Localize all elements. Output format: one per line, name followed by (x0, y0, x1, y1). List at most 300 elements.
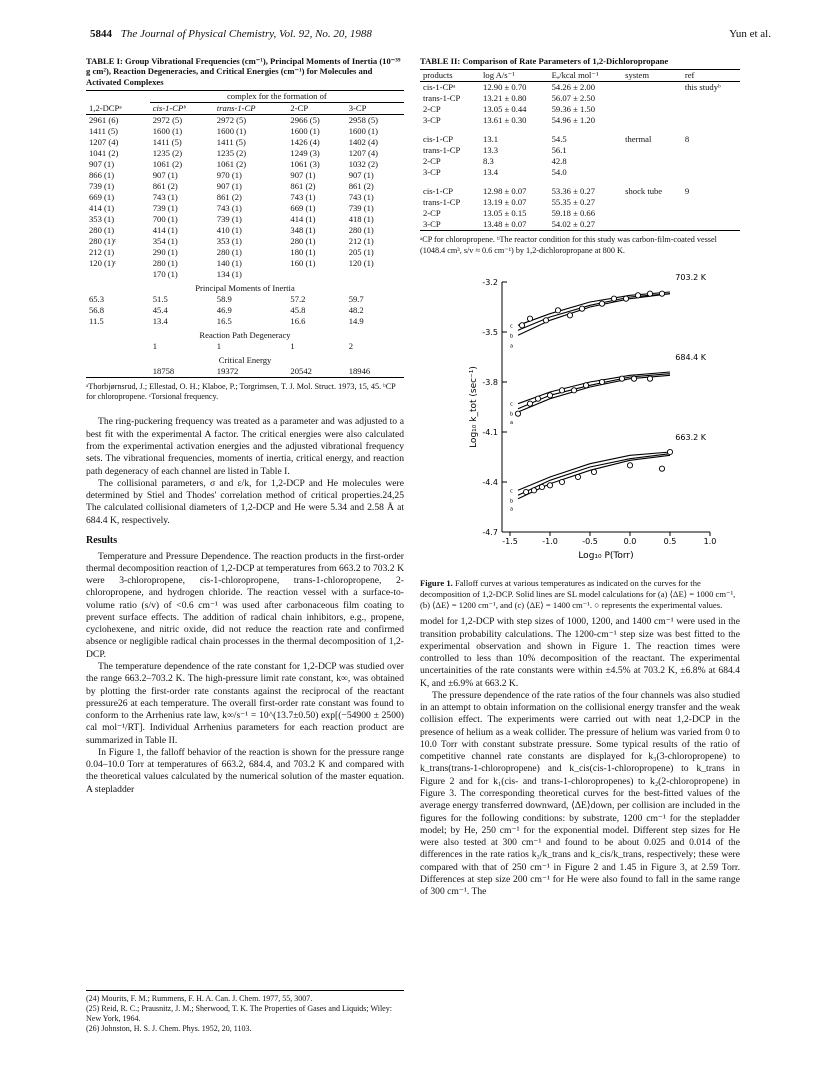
table-cell: 1061 (2) (216, 158, 247, 169)
experimental-point (627, 463, 632, 468)
table-cell: 13.1 (483, 134, 499, 145)
paragraph: model for 1,2-DCP with step sizes of 1000, 1200, and 1400 cm⁻¹ were used in the transition probability calculations. The 1200-cm⁻¹ step size was best fitted to the experimental observation and shown in Figure 1. The reaction times were controlled to less than 10% decomposition of the reactant. The experimental uncertainities of the rate constants were within ±4.5% at 703.2 K, ±6.8% at 684.4 K, and ±6.9% at 663.2 K. (420, 616, 740, 689)
table1-row (86, 214, 404, 225)
running-authors: Yun et al. (729, 28, 771, 40)
table1-row (86, 366, 404, 378)
table-cell (682, 93, 740, 104)
table-cell: 2961 (6) (89, 114, 119, 125)
experimental-point (515, 411, 520, 416)
experimental-point (547, 483, 552, 488)
table2-row (420, 197, 740, 208)
table-cell: cis-1-CPᵃ (423, 82, 456, 93)
table-cell: 54.26 ± 2.00 (551, 82, 596, 93)
table-cell: 861 (2) (348, 180, 374, 191)
table-cell: 54.5 (551, 134, 567, 145)
table-cell: 861 (2) (152, 180, 178, 191)
table-cell: 907 (1) (348, 169, 374, 180)
table-cell: 1600 (1) (290, 125, 320, 136)
x-tick-label: -1.5 (502, 536, 518, 546)
table1-frequency-rows (86, 114, 404, 280)
figure1-caption-text: Falloff curves at various temperatures as indicated on the curves for the decomposition of 1,2-DCP. Solid lines are SL model calculations for (a) ⟨ΔE⟩ = 1000 cm⁻¹, (b) ⟨ΔE⟩ = 1200 cm⁻¹, and (c) ⟨ΔE⟩ = 1400 cm⁻¹. ○ represents the experimental values. (420, 578, 736, 610)
y-tick-label: -3.8 (482, 377, 498, 387)
table-cell: trans-1-CP (423, 145, 461, 156)
table-cell: 58.9 (216, 293, 232, 304)
experimental-point (535, 396, 540, 401)
y-tick-label: -4.4 (482, 477, 498, 487)
table1-row (86, 341, 404, 352)
table-cell: 20542 (287, 366, 345, 378)
x-tick-label: 1.0 (703, 536, 717, 546)
x-tick-label: 0.0 (623, 536, 637, 546)
table-cell (622, 156, 682, 167)
page-number: 5844 (90, 28, 112, 40)
table-cell: 1032 (2) (348, 158, 379, 169)
table-cell: 700 (1) (152, 213, 178, 224)
table-cell: 669 (1) (89, 191, 115, 202)
reference-item: (25) Reid, R. C.; Prausnitz, J. M.; Sherwood, T. K. The Properties of Gases and Liquids; Wiley: New York, 1964. (86, 1004, 392, 1023)
table1-caption: TABLE I: Group Vibrational Frequencies (cm⁻¹), Principal Moments of Inertia (10⁻³⁹ g cm²), Reaction Degeneracies, and Critical Energies (cm⁻¹) for Molecules and Activated Complexes (86, 56, 401, 87)
table2-row (420, 115, 740, 126)
table2-col-header: system (622, 70, 682, 82)
x-tick-label: -1.0 (542, 536, 558, 546)
curve-letter-label: c (510, 323, 513, 330)
table-cell: 739 (1) (152, 202, 178, 213)
table-cell: 280 (1) (216, 246, 242, 257)
curve-letter-label: c (510, 488, 513, 495)
table-cell: 1061 (3) (290, 158, 320, 169)
figure1-caption (420, 578, 740, 610)
table1-row (86, 181, 404, 192)
figure1-chart (420, 270, 740, 570)
experimental-point (559, 479, 564, 484)
table-cell: 1249 (3) (290, 147, 320, 158)
table1-footnote: ᵃThorbjørnsrud, J.; Ellestad, O. H.; Klaboe, P.; Torgrimsen, T. J. Mol. Struct. 1973, 15, 45. ᵇCP for chloropropene. ᶜTorsional frequency. (86, 381, 396, 402)
table-cell: 3-CP (420, 219, 480, 231)
table1-inertia-rows (86, 294, 404, 327)
figure1 (420, 270, 740, 574)
table-cell: 56.8 (89, 304, 105, 315)
table-cell: 1061 (2) (152, 158, 183, 169)
table-cell: 1207 (4) (89, 136, 119, 147)
table-cell: 354 (1) (152, 235, 178, 246)
table-cell: 1235 (2) (152, 147, 183, 158)
table1-row (86, 305, 404, 316)
table1-row (86, 236, 404, 247)
table-cell: 13.48 ± 0.07 (480, 219, 549, 231)
table-cell (622, 167, 682, 178)
table-cell: 65.3 (89, 293, 105, 304)
table-cell: 739 (1) (216, 213, 242, 224)
table-cell: 353 (1) (89, 213, 115, 224)
table1-row (86, 137, 404, 148)
table-cell: 19372 (214, 366, 288, 378)
table-cell: trans-1-CP (423, 197, 461, 208)
experimental-point (659, 291, 664, 296)
table-cell: this studyᵇ (684, 82, 721, 93)
table-cell: 348 (1) (290, 224, 316, 235)
table-cell: 739 (1) (89, 180, 115, 191)
paragraph: Temperature and Pressure Dependence. The reaction products in the first-order thermal decomposition reaction of 1,2-DCP at temperatures from 663.2 to 703.2 K were 3-chloropropene, cis-1-chloropropene, trans-1-chloropropene, 2-chloropropene, and hydrogen chloride. The reaction vessel with a surface-to-volume ratio (s/v) of <0.6 cm⁻¹ was used after carbonaceous film coating to prevent surface effects. The addition of radical chain inhibitors, e.g., propene, cyclohexene, and nitric oxide, did not reduce the reaction rate and confirmed absence or negligible radical chain processes in the thermal decomposition of 1,2-DCP. (86, 550, 404, 660)
experimental-point (527, 401, 532, 406)
table-cell (622, 219, 682, 231)
table-cell (682, 197, 740, 208)
table-cell: 54.0 (551, 167, 567, 178)
table2-body (420, 82, 740, 231)
table-cell: 1207 (4) (348, 147, 379, 158)
table-cell: 13.4 (152, 315, 168, 326)
experimental-point (647, 291, 652, 296)
table-cell: 57.2 (290, 293, 306, 304)
table1-row (86, 126, 404, 137)
table2-row (420, 82, 740, 94)
right-column (420, 56, 740, 898)
table-cell: 12.98 ± 0.07 (483, 186, 527, 197)
table-cell: 418 (1) (348, 213, 374, 224)
table-cell: 160 (1) (290, 257, 316, 268)
experimental-point (631, 376, 636, 381)
table-cell: 866 (1) (89, 169, 115, 180)
table-cell (86, 366, 150, 378)
table-cell (622, 82, 682, 94)
table-cell: 55.35 ± 0.27 (551, 197, 596, 208)
table-cell: 907 (1) (89, 158, 115, 169)
table-cell: 120 (1) (348, 257, 374, 268)
table-cell: 280 (1) (152, 257, 178, 268)
table-cell: 13.21 ± 0.80 (483, 93, 527, 104)
table-cell: 18946 (346, 366, 404, 378)
table-cell: 16.5 (216, 315, 232, 326)
table-cell: 11.5 (89, 315, 104, 326)
table-cell: 140 (1) (216, 257, 242, 268)
curve-letter-label: a (510, 506, 514, 513)
table-cell: 1411 (5) (152, 136, 182, 147)
table-cell: 13.05 ± 0.15 (483, 208, 527, 219)
table-cell: 45.8 (290, 304, 306, 315)
table-cell: 1426 (4) (290, 136, 320, 147)
table-cell (622, 104, 682, 115)
experimental-point (547, 393, 552, 398)
table-cell: 18758 (150, 366, 214, 378)
experimental-point (527, 316, 532, 321)
x-tick-label: -0.5 (582, 536, 598, 546)
table2-row (420, 156, 740, 167)
table-cell: 1600 (1) (152, 125, 183, 136)
experimental-point (619, 376, 624, 381)
experimental-point (571, 388, 576, 393)
table-cell (682, 167, 740, 178)
table1-row (86, 247, 404, 258)
table-cell: 1 (216, 340, 222, 351)
table-cell: 414 (1) (89, 202, 115, 213)
table-cell (622, 145, 682, 156)
falloff-curve-a (518, 455, 670, 498)
table-cell: 410 (1) (216, 224, 242, 235)
table1-row (86, 316, 404, 327)
experimental-point (635, 293, 640, 298)
table-cell (86, 341, 150, 352)
table-cell: 12.90 ± 0.70 (483, 82, 527, 93)
table-cell: 743 (1) (152, 191, 178, 202)
table2-col-header: products (420, 70, 480, 82)
experimental-point (599, 301, 604, 306)
table-cell: 14.9 (348, 315, 364, 326)
table2-row (420, 93, 740, 104)
table1-col-header: 3-CP (346, 102, 404, 114)
table2-col-header: ref (682, 70, 740, 82)
left-column (86, 56, 404, 796)
y-axis-label: Log₁₀ k_tot (sec⁻¹) (469, 365, 479, 448)
table1-col-header: trans-1-CP (214, 102, 288, 114)
table2-caption: TABLE II: Comparison of Rate Parameters of 1,2-Dichloropropane (420, 56, 669, 66)
table1-degeneracy-row (86, 341, 404, 352)
journal-citation: The Journal of Physical Chemistry, Vol. 92, No. 20, 1988 (120, 28, 372, 40)
table2 (420, 69, 740, 231)
temperature-label: 663.2 K (675, 432, 706, 442)
experimental-point (523, 489, 528, 494)
table-cell: 13.19 ± 0.07 (483, 197, 527, 208)
degeneracy-title: Reaction Path Degeneracy (199, 329, 291, 340)
curve-letter-label: a (510, 343, 514, 350)
table-cell (682, 145, 740, 156)
table-cell: 280 (1) (348, 224, 374, 235)
table-cell: 290 (1) (152, 246, 178, 257)
table-cell: 13.05 ± 0.44 (483, 104, 527, 115)
table2-row (420, 167, 740, 178)
table-cell: 907 (1) (290, 169, 316, 180)
table-cell (86, 269, 150, 280)
table-cell: 16.6 (290, 315, 306, 326)
table-cell: 1402 (4) (348, 136, 379, 147)
experimental-point (559, 388, 564, 393)
table1-row (86, 170, 404, 181)
table2-col-header: Eₐ/kcal mol⁻¹ (549, 70, 623, 82)
table1-row (86, 294, 404, 305)
table-cell: 861 (2) (216, 191, 242, 202)
curve-letter-label: c (510, 401, 513, 408)
table-cell: 353 (1) (216, 235, 242, 246)
experimental-point (539, 484, 544, 489)
table-cell: 48.2 (348, 304, 364, 315)
table-cell: 1600 (1) (348, 125, 379, 136)
experimental-point (647, 376, 652, 381)
table2-footnote: ᵃCP for chloropropene. ᵇThe reactor condition for this study was carbon-film-coated vessel (1048.4 cm³, s/v ≈ 0.6 cm⁻¹) by 1,2-dichloropropane at 800 K. (420, 235, 717, 255)
table-cell: shock tube (625, 186, 663, 197)
table1-col-header: 1,2-DCPᵃ (86, 102, 150, 114)
curve-letter-label: b (510, 333, 514, 340)
table-cell: 743 (1) (348, 191, 374, 202)
table-cell (682, 219, 740, 231)
x-axis-label: Log₁₀ P(Torr) (578, 550, 634, 561)
experimental-point (659, 466, 664, 471)
table-cell: 8.3 (483, 156, 494, 167)
table-cell: 1041 (2) (89, 147, 119, 158)
table1-col-header: cis-1-CPᵇ (150, 102, 214, 114)
table1-col-header: 2-CP (287, 102, 345, 114)
experimental-point (519, 323, 524, 328)
table-cell: 669 (1) (290, 202, 316, 213)
table-cell: 743 (1) (290, 191, 316, 202)
table1 (86, 90, 404, 378)
table1-row (86, 203, 404, 214)
table-cell: 59.7 (348, 293, 364, 304)
table1-span-header: complex for the formation of (150, 90, 404, 102)
table1-row (86, 192, 404, 203)
table-cell: 1 (152, 340, 158, 351)
table-cell: 414 (1) (152, 224, 178, 235)
table1-row (86, 269, 404, 280)
table2-row (420, 145, 740, 156)
table-cell: 1411 (5) (216, 136, 246, 147)
table1-row (86, 258, 404, 269)
table2-row (420, 104, 740, 115)
experimental-point (575, 474, 580, 479)
experimental-point (591, 469, 596, 474)
table-cell: 907 (1) (152, 169, 178, 180)
table2-row (420, 134, 740, 145)
table-cell: 1 (290, 340, 295, 351)
table-cell (622, 93, 682, 104)
temperature-label: 703.2 K (675, 272, 706, 282)
table-cell: 2966 (5) (290, 114, 320, 125)
table-cell: 56.07 ± 2.50 (551, 93, 596, 104)
table-cell (682, 208, 740, 219)
paragraph: The pressure dependence of the rate ratios of the four channels was also studied in an attempt to obtain information on the collisional energy transfer and the weak collision effect. The experiments were carried out with neat 1,2-DCP in the presence of helium as a weak collider. The pressure of helium was varied from 0 to 10.0 Torr with constant substrate pressure. Some typical results of the ratio of competitive channel rate constants are displayed for k₃(3-chloropropene) to k_trans(trans-1-chloropropene) and k_cis(cis-1-chloropropene) to k_trans in Figure 2 and for k₁(cis- and trans-1-chloropropenes) to k₂(2-chloropropene) in Figure 3. The corresponding theoretical curves for the best-fitted values of the average energy transferred downward, ⟨ΔE⟩down, per collision are included in the figures for the following conditions: by substrate, 1200 cm⁻¹ for the stepladder model; by He, 250 cm⁻¹ for the exponential model. Different step sizes for He were also tested at 300 cm⁻¹ and found to be about 0.025 and 0.014 of the differences in the rate ratios k₃/k_trans and k_cis/k_trans, respectively; these were compared with that of 250 cm⁻¹ in Figure 2 and 1.45 in Figure 3, at 2.59 Torr. Differences at step size 200 cm⁻¹ for He were also found to fall in the same range of 300 cm⁻¹. The (420, 689, 740, 898)
table-cell: 59.36 ± 1.50 (551, 104, 596, 115)
table1-row (86, 148, 404, 159)
results-heading: Results (86, 534, 118, 546)
table-cell: 2958 (5) (348, 114, 379, 125)
table-cell: 3-CP (423, 115, 441, 126)
table1-row (86, 114, 404, 126)
table-cell: 42.8 (551, 156, 567, 167)
table-cell: 861 (2) (290, 180, 316, 191)
paragraph: The ring-puckering frequency was treated as a parameter and was adjusted to a best fit with the experimental A factor. The critical energies were also calculated from the experimental activation energies and the adjusted vibrational frequency sets. The vibrational frequencies, moments of inertia, critical energy, and reaction path degeneracy of each channel are listed in Table I. (86, 416, 404, 477)
table-cell: 280 (1) (89, 224, 115, 235)
table-cell: 56.1 (551, 145, 567, 156)
energy-title: Critical Energy (218, 354, 272, 365)
table-cell (622, 197, 682, 208)
table-cell: 739 (1) (348, 202, 374, 213)
figure1-label: Figure 1. (420, 578, 453, 589)
paragraph: The temperature dependence of the rate constant for 1,2-DCP was studied over the range 663.2–703.2 K. The high-pressure limit rate constant, k∞, was obtained by plotting the first-order rate constants against the reciprocal of the reactant pressure26 at each temperature. The overall first-order rate constant was found to conform to the Arrhenius rate law, k∞/s⁻¹ = 10^(13.7±0.50) exp[(−54900 ± 2500) cal mol⁻¹/RT]. Individual Arrhenius parameters for each reaction product are summarized in Table II. (86, 661, 404, 746)
inertia-title: Principal Moments of Inertia (195, 282, 295, 293)
table-cell: 120 (1)ᶜ (89, 257, 117, 268)
experimental-point (611, 296, 616, 301)
table-cell: 414 (1) (290, 213, 316, 224)
table1-energy-row (86, 366, 404, 378)
curve-letter-label: b (510, 411, 514, 418)
table-cell: 13.61 ± 0.30 (483, 115, 527, 126)
paragraph: In Figure 1, the falloff behavior of the reaction is shown for the pressure range 0.04–10.0 Torr at temperatures of 663.2, 684.4, and 703.2 K and compared with the theoretical values calculated by the numerical solution of the master equation. A stepladder (86, 746, 404, 795)
table-cell: 3-CP (423, 167, 441, 178)
table-cell: thermal (625, 134, 652, 145)
table-cell: 1411 (5) (89, 125, 119, 136)
references (86, 990, 404, 1034)
table1-row (86, 159, 404, 170)
table2-row (420, 208, 740, 219)
table2-col-header: log A/s⁻¹ (480, 70, 549, 82)
table-cell: cis-1-CP (423, 186, 454, 197)
table2-row (420, 219, 740, 231)
running-header (90, 28, 771, 44)
table-cell (287, 269, 345, 280)
falloff-curve-a (518, 294, 670, 336)
table-cell: 54.96 ± 1.20 (551, 115, 596, 126)
table-cell: 970 (1) (216, 169, 242, 180)
table-cell: 13.3 (483, 145, 499, 156)
y-tick-label: -4.1 (482, 427, 498, 437)
experimental-point (599, 379, 604, 384)
table-cell: 53.36 ± 0.27 (551, 186, 596, 197)
y-tick-label: -3.2 (482, 277, 498, 287)
table-cell: 54.02 ± 0.27 (549, 219, 623, 231)
table-cell: 2972 (5) (216, 114, 247, 125)
table-cell: cis-1-CP (423, 134, 454, 145)
table-cell: 2 (348, 340, 353, 351)
table-cell: 2-CP (423, 208, 441, 219)
table-cell: 46.9 (216, 304, 232, 315)
experimental-point (555, 308, 560, 313)
table-cell (622, 115, 682, 126)
table-cell: trans-1-CP (423, 93, 461, 104)
experimental-point (543, 318, 548, 323)
table-cell: 280 (1) (290, 235, 316, 246)
x-tick-label: 0.5 (663, 536, 677, 546)
table-cell: 170 (1) (152, 268, 178, 279)
table2-row (420, 186, 740, 197)
experimental-point (531, 488, 536, 493)
table-cell: 280 (1)ᶜ (89, 235, 117, 246)
temperature-label: 684.4 K (675, 352, 706, 362)
experimental-point (623, 296, 628, 301)
table1-row (86, 225, 404, 236)
table-cell: 743 (1) (216, 202, 242, 213)
table-cell: 907 (1) (216, 180, 242, 191)
table-cell: 1235 (2) (216, 147, 247, 158)
table-cell: 45.4 (152, 304, 168, 315)
table-cell (622, 208, 682, 219)
curve-letter-label: b (510, 498, 514, 505)
table-cell: 2-CP (423, 156, 441, 167)
table-cell: 134 (1) (216, 268, 242, 279)
table-cell: 205 (1) (348, 246, 374, 257)
table-cell: 2972 (5) (152, 114, 183, 125)
paragraph: The collisional parameters, σ and ε/k, for 1,2-DCP and He molecules were determined by Stiel and Thodes' correlation method of critical properties.24,25 The calculated collisional diameters of 1,2-DCP and He were 5.34 and 2.58 Å at 684.4 K, respectively. (86, 477, 404, 526)
y-tick-label: -4.7 (482, 527, 498, 537)
experimental-point (583, 383, 588, 388)
reference-item: (24) Mourits, F. M.; Rummens, F. H. A. Can. J. Chem. 1977, 55, 3007. (86, 994, 313, 1003)
table-cell (682, 115, 740, 126)
table-cell: 212 (1) (348, 235, 374, 246)
table-cell (682, 156, 740, 167)
table-cell: 9 (684, 186, 690, 197)
experimental-point (567, 313, 572, 318)
table-cell (346, 269, 404, 280)
experimental-point (667, 449, 672, 454)
table-cell: 1600 (1) (216, 125, 247, 136)
y-tick-label: -3.5 (482, 327, 498, 337)
reference-item: (26) Johnston, H. S. J. Chem. Phys. 1952, 20, 1103. (86, 1024, 252, 1033)
table-cell: 59.18 ± 0.66 (551, 208, 596, 219)
table-cell: 2-CP (423, 104, 441, 115)
experimental-point (579, 306, 584, 311)
table-cell: 8 (684, 134, 690, 145)
curve-letter-label: a (510, 419, 514, 426)
table-cell: 212 (1) (89, 246, 115, 257)
table-cell: 180 (1) (290, 246, 316, 257)
table-cell (682, 104, 740, 115)
table-cell: 51.5 (152, 293, 168, 304)
